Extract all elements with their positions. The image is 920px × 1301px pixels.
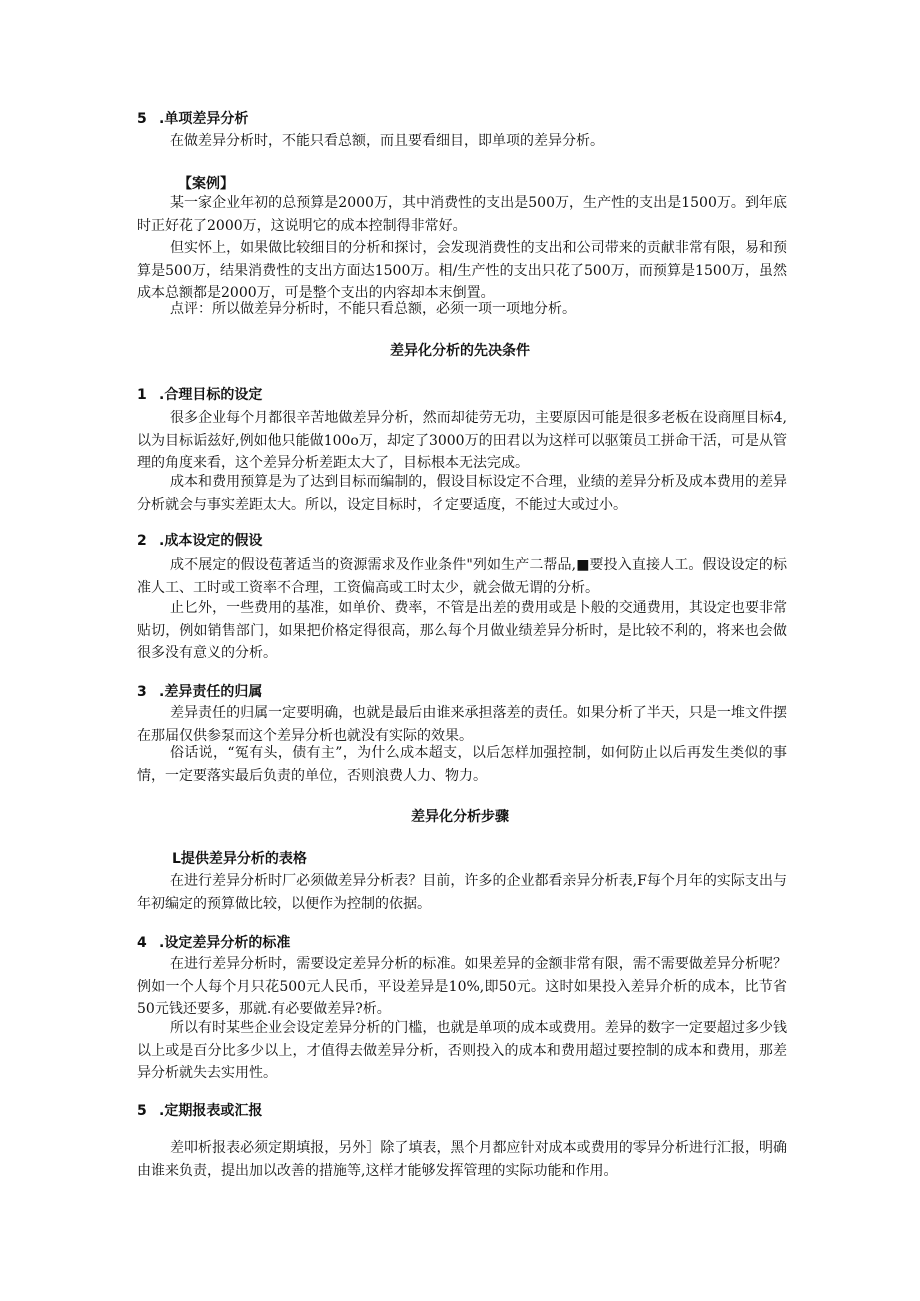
paragraph: 成本和费用预算是为了达到目标而编制的，假设目标设定不合理，业绩的差异分析及成本费用的差异分析就会与事实差距太大。所以，设定目标时，彳定要适度，不能过大或过小。 [137, 474, 787, 513]
paragraph: 某一家企业年初的总预算是2000万，其中消费性的支出是500万，生产性的支出是1500万。到年底时正好花了2000万，这说明它的成本控制得非常好。 [137, 195, 787, 234]
subsection-heading [137, 384, 787, 407]
subsection-number: 5 [137, 1103, 147, 1119]
subsection-number: 3 [137, 684, 147, 700]
paragraph: 所以有时某些企业会设定差异分析的门槛，也就是单项的成本或费用。差异的数字一定要超过多少钱以上或是百分比多少以上，才值得去做差异分析，否则投入的成本和费用超过要控制的成本和费用，那差异分析就失去实用性。 [137, 1020, 787, 1081]
subsection-number: 2 [137, 533, 147, 549]
subsection-title: .定期报表或汇报 [159, 1103, 263, 1119]
subsection-number: 1 [137, 387, 147, 403]
paragraph: 成不展定的假设苞著适当的资源需求及作业条件"列如生产二帮品,■要投入直接人工。假设设定的标准人工、工时或工资率不合理，工资偏高或工时太少，就会做无谓的分析。 [137, 557, 787, 596]
subsection-heading [137, 932, 787, 955]
paragraph: 差异责任的归属一定要明确，也就是最后由谁来承担落差的责任。如果分析了半天，只是一堆文件摆在那届仅供参泵而这个差异分析也就没有实际的效果。 [137, 705, 787, 744]
section-heading-single-item [137, 108, 787, 131]
centered-heading-steps: 差异化分析步骤 [411, 809, 509, 825]
paragraph: 但实怀上，如果做比较细目的分析和探讨，会发现消费性的支出和公司带来的贡献非常有限，易和预算是500万，结果消费性的支出方面达1500万。相/生产性的支出只花了500万，而预算是1500万，虽然成本总额都是2000万，可是整个支出的内容却本末倒置。 [137, 240, 787, 301]
subsection-title: .成本设定的假设 [159, 533, 263, 549]
subsection-heading [137, 681, 787, 704]
paragraph: 在进行差异分析时，需要设定差异分析的标准。如果差异的金额非常有限，需不需要做差异分析呢？例如一个人每个月只花500元人民币，平设差异是10%,即50元。这时如果投入差异介析的成本，比节省50元钱还要多，那就.有必要做差异?析。 [137, 956, 787, 1017]
paragraph: 点评：所以做差异分析时，不能只看总额，必须一项一项地分析。 [170, 301, 576, 317]
subsection-heading [137, 1100, 787, 1123]
subsection-title: L提供差异分析的表格 [172, 851, 307, 867]
subsection-title: .合理目标的设定 [159, 387, 263, 403]
paragraph: 俗话说，“冤有头，债有主”，为什么成本超支，以后怎样加强控制，如何防止以后再发生类似的事情，一定要落实最后负责的单位，否则浪费人力、物力。 [137, 745, 787, 784]
subsection-heading [172, 848, 822, 871]
section-title: .单项差异分析 [159, 111, 249, 127]
subsection-title: .差异责任的归属 [159, 684, 263, 700]
centered-heading-prerequisites: 差异化分析的先决条件 [390, 343, 530, 359]
paragraph: 很多企业每个月都很辛苦地做差异分析，然而却徒劳无功，主要原因可能是很多老板在设商厘目标4,以为目标诟兹好,例如他只能做100o万，却定了3000万的田君以为这样可以驱策员工拼命干活，可是从管理的角度来看，这个差异分析差距太大了，目标根本无法完成。 [137, 410, 787, 471]
case-label: 【案例】 [178, 176, 234, 192]
subsection-number: 4 [137, 935, 147, 951]
paragraph: 差叩析报表必须定期填报，另外］除了填表，黑个月都应针对成本或费用的零异分析进行汇报，明确由谁来负责，提出加以改善的措施等,这样才能够发挥管理的实际功能和作用。 [137, 1140, 787, 1179]
section-number: 5 [137, 111, 147, 127]
subsection-heading [137, 530, 787, 553]
subsection-title: .设定差异分析的标准 [159, 935, 291, 951]
paragraph: 止匕外，一些费用的基准，如单价、费率，不管是出差的费用或是卜般的交通费用，其设定也要非常贴切，例如销售部门，如果把价格定得很高，那么每个月做业绩差异分析时，是比较不利的，将来也会做很多没有意义的分析。 [137, 600, 787, 661]
paragraph: 在做差异分析时，不能只看总额，而且要看细目，即单项的差异分析。 [170, 133, 604, 149]
paragraph: 在进行差异分析时厂必须做差异分析表？目前，许多的企业都看亲异分析表,F每个月年的实际支出与年初编定的预算做比较，以便作为控制的依据。 [137, 873, 787, 912]
